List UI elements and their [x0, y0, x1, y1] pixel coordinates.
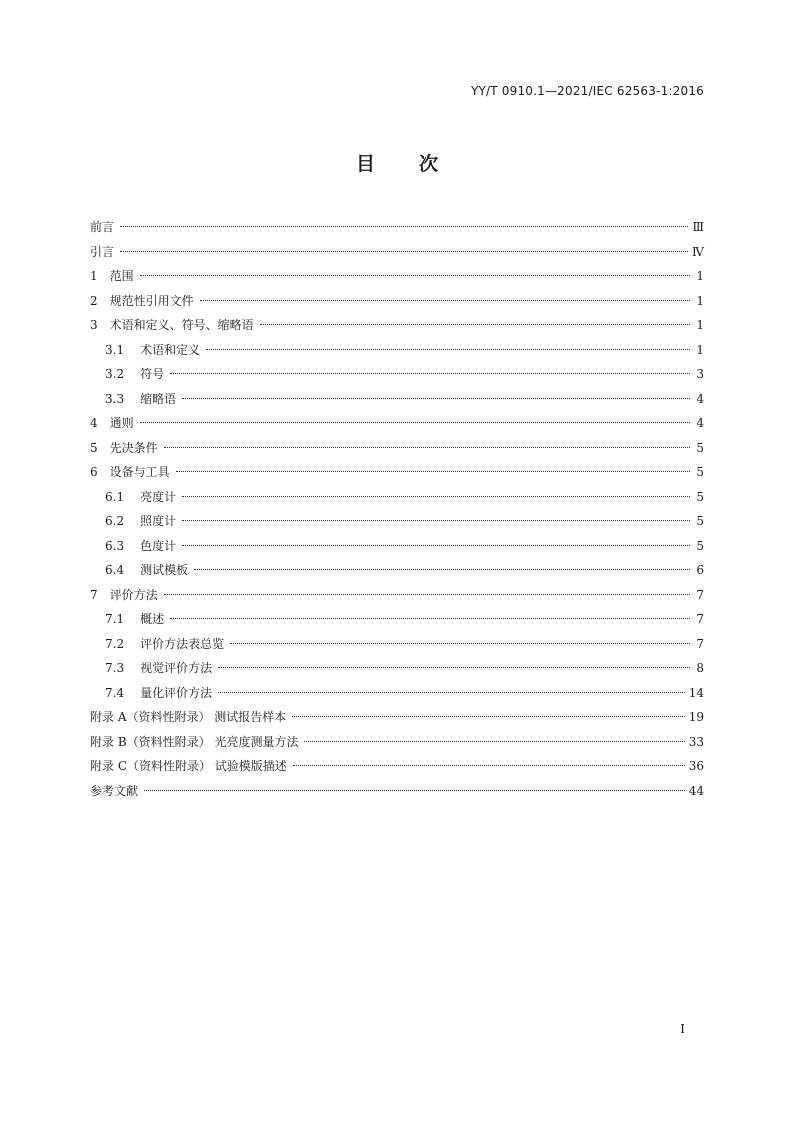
toc-entry-label: 色度计	[140, 538, 177, 553]
toc-entry-number: 7.1	[105, 612, 125, 626]
toc-entry[interactable]	[90, 215, 704, 240]
toc-entry-number: 7	[90, 587, 98, 602]
toc-entry-label: 附录 C（资料性附录） 试验模版描述	[90, 759, 287, 773]
dot-leader	[182, 496, 690, 497]
toc-entry-page: 7	[696, 612, 704, 626]
toc-entry[interactable]	[90, 338, 704, 363]
toc-entry-label: 照度计	[140, 514, 177, 528]
toc-entry[interactable]	[90, 485, 704, 510]
toc-entry-label: 设备与工具	[109, 465, 170, 479]
toc-entry-page: 36	[688, 759, 704, 773]
toc-title: 目次	[355, 153, 482, 175]
toc-entry-number: 6.4	[105, 563, 125, 577]
toc-entry-number: 3	[90, 318, 98, 332]
dot-leader	[182, 520, 690, 521]
toc-entry-label: 附录 A（资料性附录） 测试报告样本	[90, 710, 287, 724]
dot-leader	[260, 324, 690, 325]
toc-entry[interactable]	[90, 264, 704, 289]
toc-entry[interactable]	[90, 730, 704, 755]
toc-entry[interactable]	[90, 362, 704, 387]
toc-entry-label: 范围	[109, 269, 134, 283]
toc-entry[interactable]	[90, 681, 704, 706]
dot-leader	[292, 716, 684, 717]
toc-entry-label: 量化评价方法	[140, 685, 213, 700]
document-code: YY/T 0910.1—2021/IEC 62563-1:2016	[470, 84, 704, 98]
dot-leader	[140, 275, 690, 276]
toc-entry-page: 4	[696, 391, 704, 406]
toc-entry-number: 7.4	[105, 685, 125, 700]
toc-entry-page: 5	[696, 465, 704, 479]
dot-leader	[230, 643, 690, 644]
toc-entry-page: 1	[696, 269, 704, 283]
toc-entry-number: 1	[90, 269, 98, 283]
toc-entry-page: Ⅳ	[692, 244, 704, 259]
toc-entry[interactable]	[90, 583, 704, 608]
toc-entry-page: 14	[688, 685, 704, 700]
toc-entry-page: 4	[696, 416, 704, 430]
toc-entry-number: 7.3	[105, 661, 125, 675]
toc-entry-label: 参考文献	[90, 783, 139, 798]
dot-leader	[144, 790, 685, 791]
toc-entry-number: 3.1	[105, 342, 125, 357]
dot-leader	[200, 300, 690, 301]
dot-leader	[182, 398, 690, 399]
toc-entry-page: 19	[688, 710, 704, 724]
toc-entry-number: 6	[90, 465, 98, 479]
dot-leader	[218, 692, 685, 693]
dot-leader	[176, 471, 690, 472]
toc-entry-number: 4	[90, 416, 98, 430]
toc-entry-label: 缩略语	[140, 391, 177, 406]
toc-entry-page: 5	[696, 440, 704, 455]
toc-entry[interactable]	[90, 313, 704, 338]
dot-leader	[218, 667, 690, 668]
toc-entry-label: 亮度计	[140, 489, 177, 504]
toc-entry-label: 术语和定义、符号、缩略语	[109, 318, 254, 332]
toc-entry-page: 5	[696, 538, 704, 553]
toc-entry[interactable]	[90, 509, 704, 534]
dot-leader	[164, 594, 690, 595]
toc-entry-page: 7	[696, 636, 704, 651]
toc-entry-number: 5	[90, 440, 98, 455]
toc-entry[interactable]	[90, 705, 704, 730]
toc-entry-label: 通则	[109, 416, 134, 430]
toc-entry-label: 符号	[140, 367, 165, 381]
toc-entry-number: 6.2	[105, 514, 125, 528]
toc-entry-label: 先决条件	[109, 440, 158, 455]
page-number: Ⅰ	[680, 1022, 685, 1036]
dot-leader	[304, 741, 684, 742]
toc-entry[interactable]	[90, 534, 704, 559]
toc-entry-label: 评价方法表总览	[140, 636, 225, 651]
toc-entry[interactable]	[90, 754, 704, 779]
toc-entry-number: 2	[90, 293, 98, 308]
toc-entry-page: Ⅲ	[692, 220, 704, 234]
toc-entry-label: 引言	[90, 244, 115, 259]
toc-entry-label: 规范性引用文件	[109, 293, 194, 308]
toc-entry[interactable]	[90, 411, 704, 436]
dot-leader	[194, 569, 690, 570]
toc-entry[interactable]	[90, 632, 704, 657]
toc-entry-label: 附录 B（资料性附录） 光亮度测量方法	[90, 734, 299, 749]
dot-leader	[182, 545, 690, 546]
toc-entry-page: 5	[696, 514, 704, 528]
toc-entry-page: 6	[696, 563, 704, 577]
toc-entry[interactable]	[90, 656, 704, 681]
toc-entry[interactable]	[90, 558, 704, 583]
toc-entry[interactable]	[90, 387, 704, 412]
toc-entry[interactable]	[90, 436, 704, 461]
toc-entry-number: 3.2	[105, 367, 125, 381]
dot-leader	[164, 447, 690, 448]
toc-entry-number: 6.3	[105, 538, 125, 553]
toc-entry-page: 3	[696, 367, 704, 381]
toc-entry-page: 44	[688, 783, 704, 798]
dot-leader	[120, 226, 688, 227]
toc-entry-number: 3.3	[105, 391, 125, 406]
toc-entry[interactable]	[90, 779, 704, 804]
toc-entry-number: 7.2	[105, 636, 125, 651]
toc-entry-number: 6.1	[105, 489, 125, 504]
dot-leader	[170, 373, 690, 374]
toc-entry[interactable]	[90, 240, 704, 265]
toc-entry-page: 8	[696, 661, 704, 675]
toc-entry-page: 1	[696, 318, 704, 332]
toc-entry-page: 1	[696, 293, 704, 308]
toc-entry-page: 5	[696, 489, 704, 504]
dot-leader	[170, 618, 690, 619]
toc-entry-page: 33	[688, 734, 704, 749]
toc-entry-label: 术语和定义	[140, 342, 201, 357]
toc-entry[interactable]	[90, 460, 704, 485]
dot-leader	[206, 349, 690, 350]
toc-entry-label: 视觉评价方法	[140, 661, 213, 675]
toc-entry-page: 1	[696, 342, 704, 357]
toc-entry[interactable]	[90, 289, 704, 314]
dot-leader	[120, 251, 688, 252]
toc-entry-page: 7	[696, 587, 704, 602]
table-of-contents	[90, 215, 704, 803]
toc-entry[interactable]	[90, 607, 704, 632]
dot-leader	[293, 765, 685, 766]
toc-entry-label: 测试模板	[140, 563, 189, 577]
toc-entry-label: 概述	[140, 612, 165, 626]
dot-leader	[140, 422, 690, 423]
toc-entry-label: 评价方法	[109, 587, 158, 602]
toc-entry-label: 前言	[90, 220, 115, 234]
